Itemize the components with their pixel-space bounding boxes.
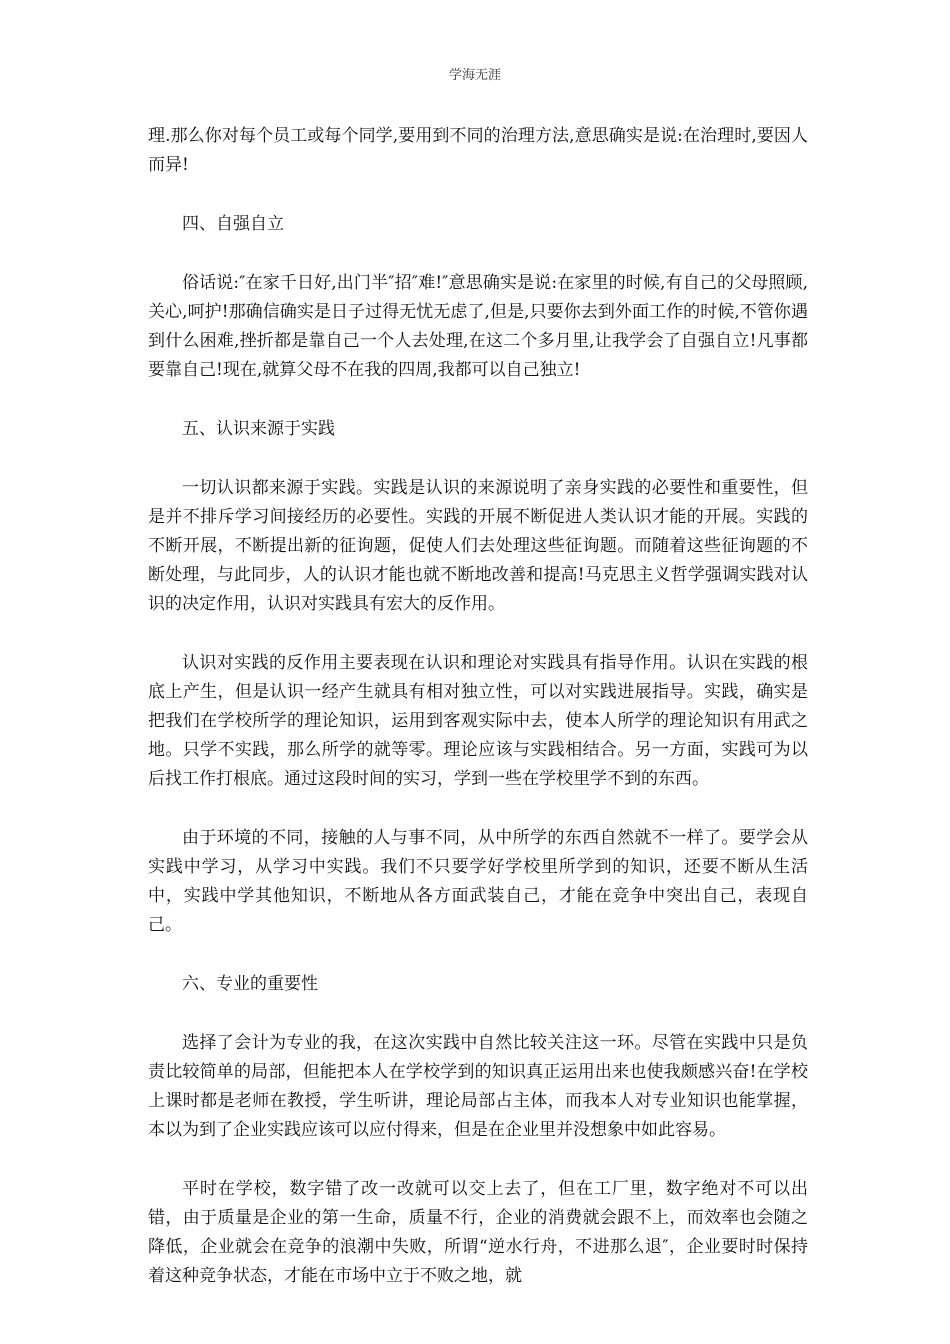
- section-5-paragraph-3: 由于环境的不同，接触的人与事不同，从中所学的东西自然就不一样了。要学会从实践中学习，从学习中实践。我们不只要学好学校里所学到的知识，还要不断从生活中，实践中学其他知识，不断地从各方面武装自己，才能在竞争中突出自己，表现自己。: [148, 828, 808, 935]
- section-6-paragraph-2: 平时在学校，数字错了改一改就可以交上去了，但在工厂里，数字绝对不可以出错，由于质量是企业的第一生命，质量不行，企业的消费就会跟不上，而效率也会随之降低，企业就会在竞争的浪潮中失败，所谓“逆水行舟，不进那么退″，企业要时时保持着这种竞争状态，才能在市场中立于不败之地，就: [148, 1179, 808, 1286]
- section-heading-4: 四、自强自立: [182, 214, 284, 234]
- page-header: 学海无涯: [448, 68, 501, 83]
- section-heading-5: 五、认识来源于实践: [182, 419, 335, 439]
- section-6-paragraph-1: 选择了会计为专业的我，在这次实践中自然比较关注这一环。尽管在实践中只是负责比较简单的局部，但能把本人在学校学到的知识真正运用出来也使我颇感兴奋!在学校上课时都是老师在教授，学生听讲，理论局部占主体，而我本人对专业知识也能掌握，本以为到了企业实践应该可以应付得来，但是在企业里并没想象中如此容易。: [148, 1033, 808, 1140]
- document-body: [148, 122, 808, 1321]
- section-5-paragraph-2: 认识对实践的反作用主要表现在认识和理论对实践具有指导作用。认识在实践的根底上产生，但是认识一经产生就具有相对独立性，可以对实践进展指导。实践，确实是把我们在学校所学的理论知识，运用到客观实际中去，使本人所学的理论知识有用武之地。只学不实践，那么所学的就等零。理论应该与实践相结合。另一方面，实践可为以后找工作打根底。通过这段时间的实习，学到一些在学校里学不到的东西。: [148, 653, 808, 789]
- section-4-paragraph-1: 俗话说:″在家千日好,出门半″招″难!″意思确实是说:在家里的时候,有自己的父母照顾,关心,呵护!那确信确实是日子过得无忧无虑了,但是,只要你去到外面工作的时候,不管你遇到什么困难,挫折都是靠自己一个人去处理,在这二个多月里,让我学会了自强自立!凡事都要靠自己!现在,就算父母不在我的四周,我都可以自己独立!: [148, 273, 808, 380]
- section-heading-6: 六、专业的重要性: [182, 974, 318, 994]
- section-5-paragraph-1: 一切认识都来源于实践。实践是认识的来源说明了亲身实践的必要性和重要性，但是并不排斥学习间接经历的必要性。实践的开展不断促进人类认识才能的开展。实践的不断开展，不断提出新的征询题，促使人们去处理这些征询题。而随着这些征询题的不断处理，与此同步，人的认识才能也就不断地改善和提高!马克思主义哲学强调实践对认识的决定作用，认识对实践具有宏大的反作用。: [148, 478, 808, 614]
- intro-paragraph: 理.那么你对每个员工或每个同学,要用到不同的治理方法,意思确实是说:在治理时,要因人而异!: [148, 126, 808, 175]
